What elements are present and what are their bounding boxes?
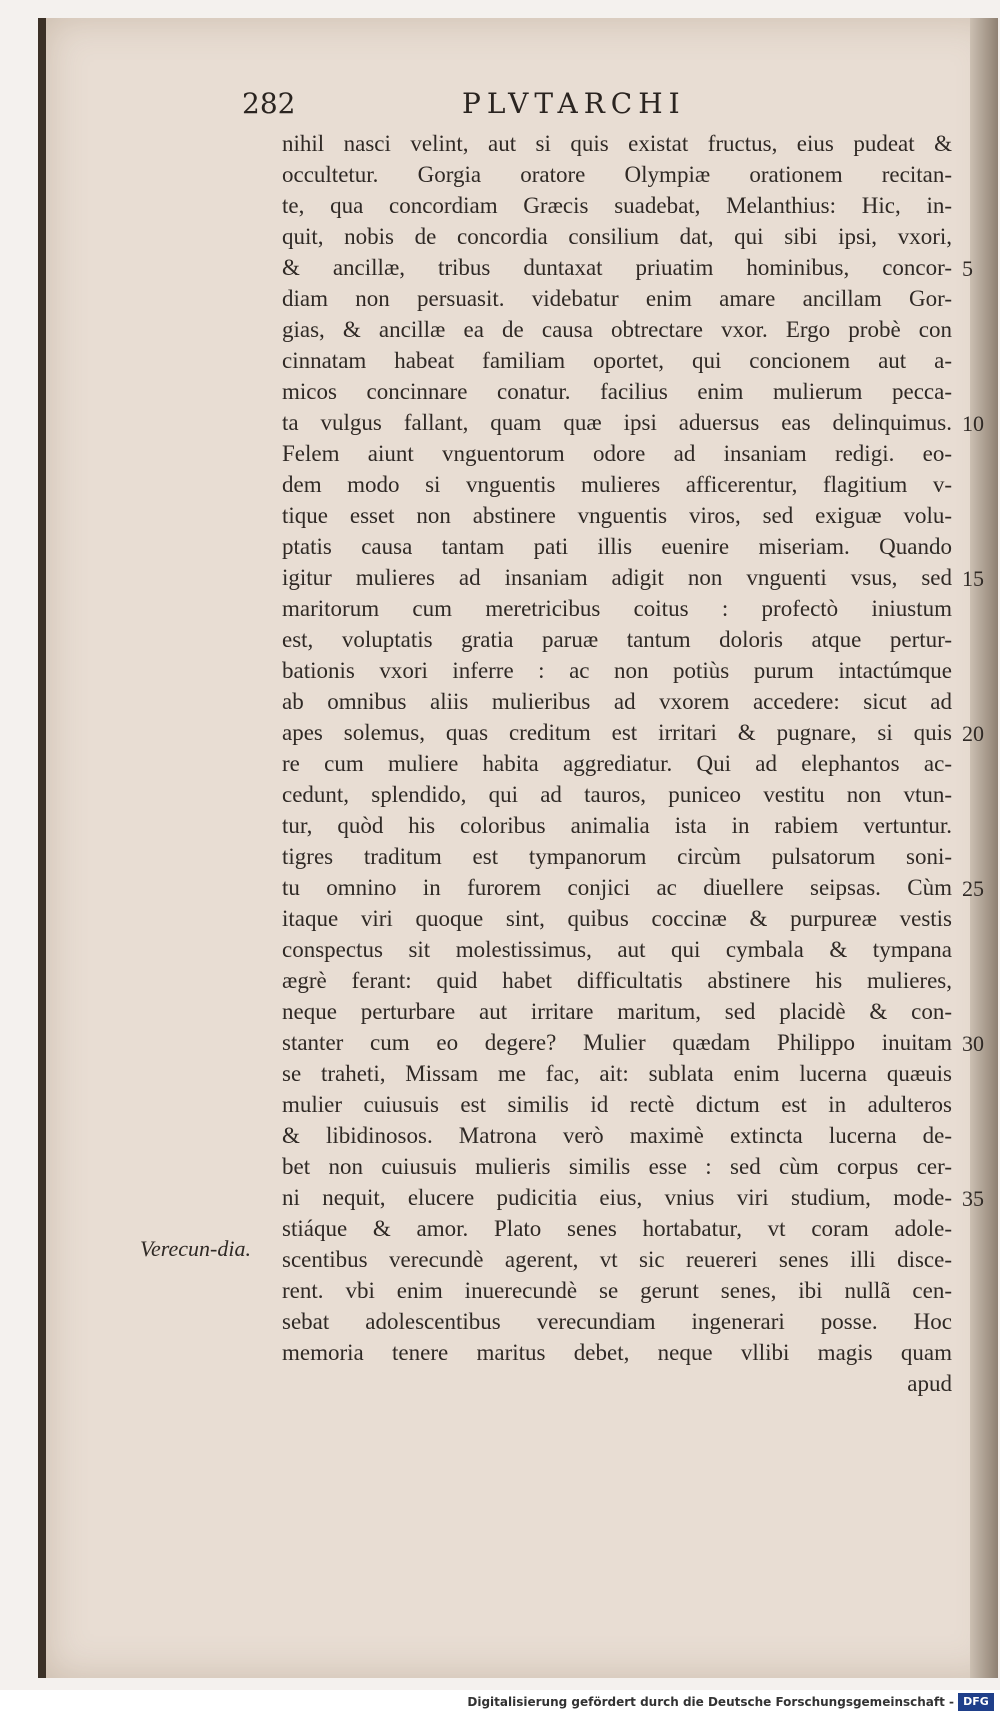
text-line: igitur mulieres ad insaniam adigit non vnguenti vsus, sed	[282, 565, 952, 590]
text-line: micos concinnare conatur. facilius enim mulierum pecca-	[282, 379, 952, 404]
text-line: cinnatam habeat familiam oportet, qui concionem aut a-	[282, 348, 952, 373]
text-line: Felem aiunt vnguentorum odore ad insaniam redigi. eo-	[282, 441, 952, 466]
text-line: cedunt, splendido, qui ad tauros, puniceo vestitu non vtun-	[282, 782, 952, 807]
running-head	[242, 87, 702, 127]
text-line: neque perturbare aut irritare maritum, sed placidè & con-	[282, 999, 952, 1024]
text-line: te, qua concordiam Græcis suadebat, Melanthius: Hic, in-	[282, 193, 952, 218]
line-number: 20	[962, 721, 984, 746]
line-number: 5	[962, 256, 973, 281]
text-line: dem modo si vnguentis mulieres afficerentur, flagitium v-	[282, 472, 952, 497]
text-line: diam non persuasit. videbatur enim amare ancillam Gor-	[282, 286, 952, 311]
text-line: gias, & ancillæ ea de causa obtrectare vxor. Ergo probè con	[282, 317, 952, 342]
text-line: ni nequit, elucere pudicitia eius, vnius viri studium, mode-	[282, 1185, 952, 1210]
text-line: quit, nobis de concordia consilium dat, qui sibi ipsi, vxori,	[282, 224, 952, 249]
text-line: est, voluptatis gratia paruæ tantum doloris atque pertur-	[282, 627, 952, 652]
text-line: itaque viri quoque sint, quibus coccinæ & purpureæ vestis	[282, 906, 952, 931]
body-text	[282, 128, 952, 1399]
line-number: 15	[962, 566, 984, 591]
running-title: PLVTARCHI	[462, 87, 686, 120]
text-line: apes solemus, quas creditum est irritari & pugnare, si quis	[282, 720, 952, 745]
margin-note: Verecun-dia.	[140, 1236, 251, 1261]
text-line: sebat adolescentibus verecundiam ingenerari posse. Hoc	[282, 1309, 952, 1334]
text-line: tigres traditum est tympanorum circùm pulsatorum soni-	[282, 844, 952, 869]
text-line: stanter cum eo degere? Mulier quædam Philippo inuitam	[282, 1030, 952, 1055]
page-number: 282	[242, 87, 296, 120]
text-line: ptatis causa tantam pati illis euenire miseriam. Quando	[282, 534, 952, 559]
text-line: nihil nasci velint, aut si quis existat fructus, eius pudeat &	[282, 131, 952, 156]
text-line: & libidinosos. Matrona verò maximè extincta lucerna de-	[282, 1123, 952, 1148]
text-line: se traheti, Missam me fac, ait: sublata enim lucerna quæuis	[282, 1061, 952, 1086]
text-line: bationis vxori inferre : ac non potiùs purum intactúmque	[282, 658, 952, 683]
text-line: ab omnibus aliis mulieribus ad vxorem accedere: sicut ad	[282, 689, 952, 714]
line-number: 30	[962, 1031, 984, 1056]
text-line: & ancillæ, tribus duntaxat priuatim hominibus, concor-	[282, 255, 952, 280]
text-line: ta vulgus fallant, quam quæ ipsi aduersus eas delinquimus.	[282, 410, 952, 435]
text-line: tu omnino in furorem conjici ac diuellere seipsas. Cùm	[282, 875, 952, 900]
line-number: 25	[962, 876, 984, 901]
line-number: 10	[962, 411, 984, 436]
text-line: ægrè ferant: quid habet difficultatis abstinere his mulieres,	[282, 968, 952, 993]
text-line: apud	[907, 1371, 952, 1396]
text-line: tique esset non abstinere vnguentis viros, sed exiguæ volu-	[282, 503, 952, 528]
dfg-logo: DFG	[958, 1693, 994, 1711]
page-edge	[970, 18, 998, 1678]
text-line: occultetur. Gorgia oratore Olympiæ orationem recitan-	[282, 162, 952, 187]
text-line: memoria tenere maritus debet, neque vllibi magis quam	[282, 1340, 952, 1365]
footer-bar	[0, 1690, 1000, 1717]
text-line: stiáque & amor. Plato senes hortabatur, vt coram adole-	[282, 1216, 952, 1241]
text-line: mulier cuiusuis est similis id rectè dictum est in adulteros	[282, 1092, 952, 1117]
text-line: scentibus verecundè agerent, vt sic reuereri senes illi disce-	[282, 1247, 952, 1272]
text-line: rent. vbi enim inuerecundè se gerunt senes, ibi nullã cen-	[282, 1278, 952, 1303]
text-line: tur, quòd his coloribus animalia ista in rabiem vertuntur.	[282, 813, 952, 838]
footer-credit: Digitalisierung gefördert durch die Deutsche Forschungsgemeinschaft -	[467, 1695, 954, 1709]
line-number: 35	[962, 1186, 984, 1211]
text-line: conspectus sit molestissimus, aut qui cymbala & tympana	[282, 937, 952, 962]
text-line: maritorum cum meretricibus coitus : profectò iniustum	[282, 596, 952, 621]
text-line: re cum muliere habita aggrediatur. Qui ad elephantos ac-	[282, 751, 952, 776]
text-line: bet non cuiusuis mulieris similis esse : sed cùm corpus cer-	[282, 1154, 952, 1179]
